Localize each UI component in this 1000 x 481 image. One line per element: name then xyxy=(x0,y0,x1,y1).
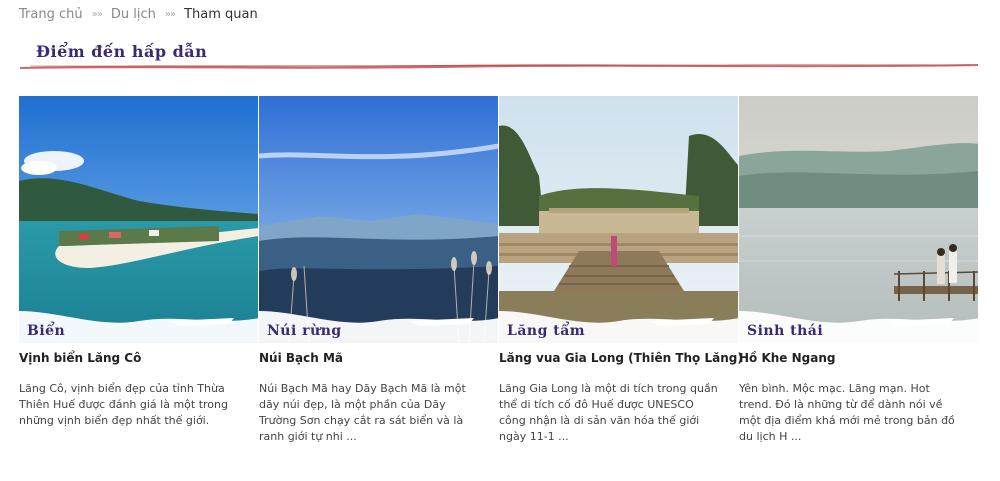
card-description: Lăng Gia Long là một di tích trong quần thể di tích cố đô Huế được UNESCO công nhận là di sản văn hóa thế giới ngày 11-1 ... xyxy=(499,382,718,443)
breadcrumb-separator-icon: »» xyxy=(164,9,176,20)
destination-card[interactable] xyxy=(739,96,979,443)
breadcrumb-current: Tham quan xyxy=(184,7,258,22)
breadcrumb xyxy=(19,7,258,22)
category-label: Sinh thái xyxy=(747,323,824,339)
category-label: Biển xyxy=(27,323,66,339)
destination-card[interactable] xyxy=(19,96,259,427)
section-header xyxy=(20,40,978,72)
card-title[interactable]: Lăng vua Gia Long (Thiên Thọ Lăng) xyxy=(499,351,743,365)
destination-photo-khe-ngang[interactable] xyxy=(739,96,979,343)
destination-photo-bach-ma[interactable] xyxy=(259,96,499,343)
breadcrumb-separator-icon: »» xyxy=(91,9,102,20)
card-title[interactable]: Núi Bạch Mã xyxy=(259,351,343,365)
card-title[interactable]: Hồ Khe Ngang xyxy=(739,351,836,365)
destination-photo-lang-co[interactable] xyxy=(19,96,259,343)
card-description: Lăng Cô, vịnh biển đẹp của tỉnh Thừa Thiên Huế được đánh giá là một trong những vịnh biển đẹp nhất thế giới. xyxy=(19,382,228,427)
breadcrumb-home-link[interactable]: Trang chủ xyxy=(19,7,83,22)
breadcrumb-travel-link[interactable]: Du lịch xyxy=(110,7,156,22)
category-label: Núi rừng xyxy=(267,323,342,339)
card-description: Núi Bạch Mã hay Dãy Bạch Mã là một dãy núi đẹp, là một phần của Dãy Trường Sơn chạy cắt ra sát biển và là ranh giới tự nhi ... xyxy=(259,382,466,443)
destination-grid xyxy=(19,96,979,443)
section-title: Điểm đến hấp dẫn xyxy=(36,42,208,61)
destination-card[interactable] xyxy=(259,96,499,443)
card-description: Yên bình. Mộc mạc. Lãng mạn. Hot trend. Đó là những từ để dành nói về một địa điểm khá mới mẻ trong bản đồ du lịch H ... xyxy=(739,382,955,443)
card-title[interactable]: Vịnh biển Lăng Cô xyxy=(19,351,142,365)
brush-underline-decoration xyxy=(20,62,978,70)
category-label: Lăng tẩm xyxy=(507,323,586,339)
destination-photo-gia-long[interactable] xyxy=(499,96,739,343)
destination-card[interactable] xyxy=(499,96,743,443)
